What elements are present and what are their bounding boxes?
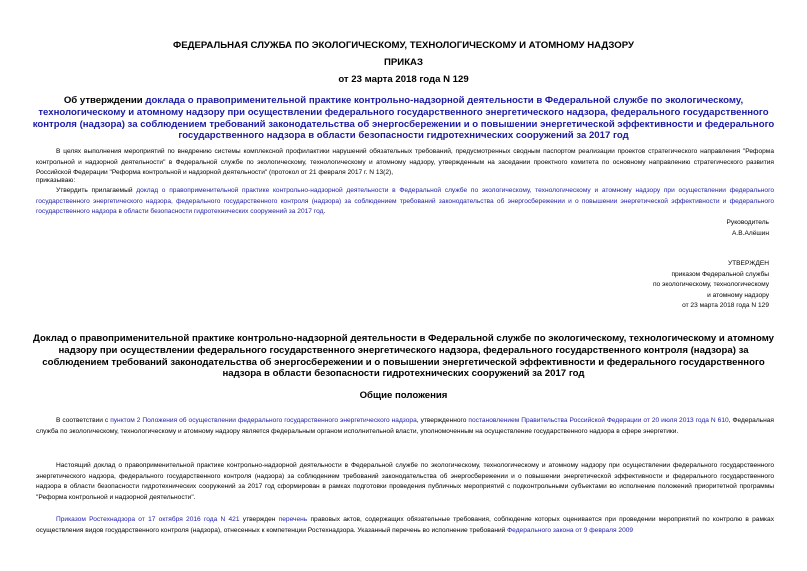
p1-link-1[interactable]: пунктом 2 Положения об осуществлении федерального государственного энергетического надзора — [110, 417, 417, 424]
signature-block — [727, 218, 769, 239]
approve-link[interactable]: доклад о правоприменительной практике контрольно-надзорной деятельности в Федеральной службе по экологическому, технологическому и атомному надзору при осуществлении федерального государственного энергетического надзора, федерального государственного контроля (надзора) за соблюдением требований законодательства об энергосбережении и о повышении энергетической эффективности и федерального государственного надзора в области безопасности гидротехнических сооружений за 2017 год — [36, 187, 774, 215]
p3-text-a: утвержден — [239, 516, 279, 523]
order-label: приказываю: — [36, 177, 76, 184]
title-prefix: Об утверждении — [63, 95, 146, 106]
report-title: Доклад о правоприменительной практике контрольно-надзорной деятельности в Федеральной службе по экологическому, технологическому и атомному надзору при осуществлении федерального государственного энергетического надзора, федерального государственного контроля (надзора) за соблюдением требований законодательства об энергосбережении и о повышении энергетической эффективности и федерального государственного надзора в области безопасности гидротехнических сооружений за 2017 год — [33, 333, 774, 380]
approve-paragraph — [36, 186, 774, 218]
body-paragraph-1 — [36, 416, 774, 437]
approve-prefix: Утвердить прилагаемый — [56, 187, 137, 194]
order-date-number: от 23 марта 2018 года N 129 — [338, 74, 469, 85]
signature-role: Руководитель — [726, 219, 769, 226]
signature-name: А.В.Алёшин — [732, 229, 769, 237]
approval-line-3: по экологическому, технологическому — [652, 281, 769, 288]
p3-text-b: правовых актов, содержащих обязательные требования, соблюдение которых оценивается при проведении мероприятий по контролю в рамках осуществления видов государственного контроля (надзора), отнесенных к компетенции Ростехнадзора. Указанный перечень во исполнение требований — [36, 516, 775, 534]
approval-line-4: и атомному надзору — [707, 291, 769, 299]
p3-link-1[interactable]: Приказом Ростехнадзора от 17 октября 2016 года N 421 — [56, 516, 240, 523]
approval-line-2: приказом Федеральной службы — [671, 270, 769, 278]
title-link[interactable]: доклада о правоприменительной практике контрольно-надзорной деятельности в Федеральной службе по экологическому, технологическому и атомному надзору при осуществлении федерального государственного энергетического надзора, федерального государственного контроля (надзора) за соблюдением требований законодательства об энергосбережении и о повышении энергетической эффективности и федерального государственного надзора в области безопасности гидротехнических сооружений за 2017 год — [32, 95, 775, 142]
approval-line-1: УТВЕРЖДЕН — [727, 260, 769, 267]
p3-link-3[interactable]: Федерального закона от 9 февраля 2009 — [507, 526, 634, 534]
p1-text-a: В соответствии с — [56, 417, 111, 424]
body-paragraph-2: Настоящий доклад о правоприменительной практике контрольно-надзорной деятельности в Федеральной службе по экологическому, технологическому и атомному надзору при осуществлении федерального государственного энергетического надзора, федерального государственного контроля (надзора) за соблюдением требований законодательства об энергосбережении и о повышении энергетической эффективности и федерального государственного надзора в области безопасности гидротехнических сооружений за 2017 год сформирован в рамках подготовки проведения публичных мероприятий с подконтрольными субъектами во исполнение положений приоритетной программы "Реформа контрольной и надзорной деятельности". — [36, 462, 774, 501]
order-heading: ПРИКАЗ — [384, 57, 423, 68]
body-paragraph-3 — [36, 515, 774, 536]
section-heading: Общие положения — [359, 390, 448, 401]
p1-text-b: , утвержденного — [416, 417, 469, 424]
approval-block — [653, 259, 769, 312]
approval-line-5: от 23 марта 2018 года N 129 — [682, 302, 769, 309]
order-title — [30, 95, 777, 142]
approve-suffix: . — [323, 208, 326, 215]
preamble-paragraph: В целях выполнения мероприятий по внедрению системы комплексной профилактики нарушений обязательных требований, предусмотренных сводным паспортом реализации проектов стратегического направления "Реформа контрольной и надзорной деятельности" в Федеральной службе по экологическому, технологическому и атомному надзору, утвержденным на заседании проектного комитета по основному направлению стратегического развития Российской Федерации "Реформа контрольной и надзорной деятельности" (протокол от 21 февраля 2017 г. N 13(2), — [36, 148, 774, 176]
agency-name: ФЕДЕРАЛЬНАЯ СЛУЖБА ПО ЭКОЛОГИЧЕСКОМУ, ТЕХНОЛОГИЧЕСКОМУ И АТОМНОМУ НАДЗОРУ — [173, 40, 634, 51]
p1-text-c: , Федеральная служба по экологическому, технологическому и атомному надзору является федеральным органом исполнительной власти, уполномоченным на осуществление государственного надзора в сфере энергетики. — [36, 417, 775, 435]
p3-link-2[interactable]: перечень — [278, 516, 308, 523]
p1-link-2[interactable]: постановлением Правительства Российской Федерации от 20 июля 2013 года N 610 — [468, 417, 729, 424]
